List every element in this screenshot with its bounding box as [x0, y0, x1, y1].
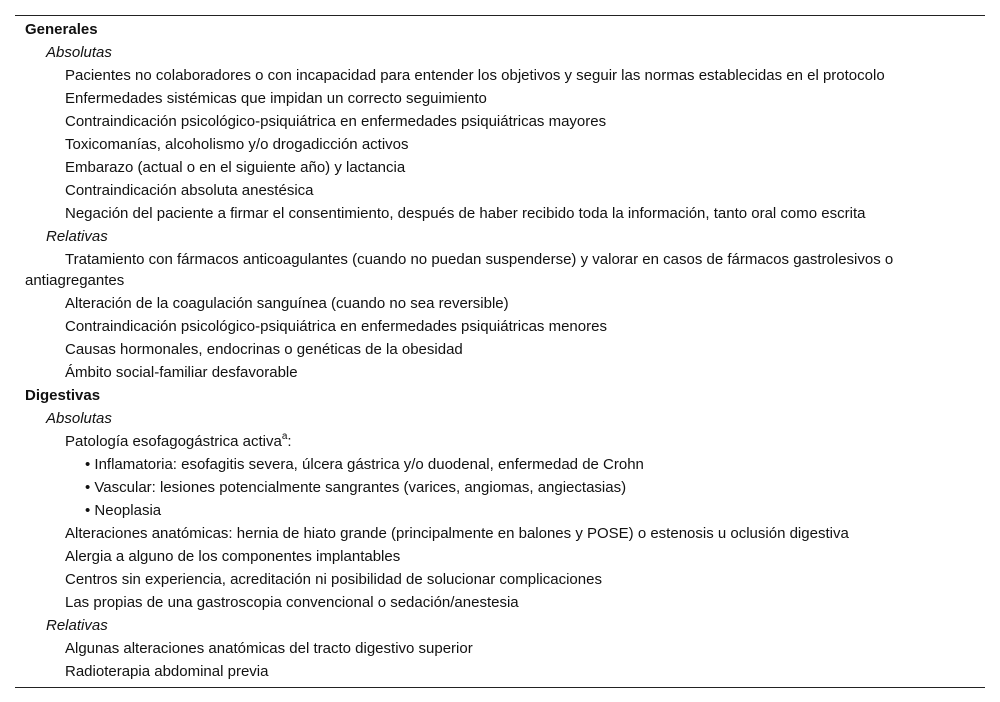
bullet-item: • Inflamatoria: esofagitis severa, úlcera gástrica y/o duodenal, enfermedad de Crohn [85, 456, 644, 473]
pathology-text: Patología esofagogástrica activa [65, 433, 282, 450]
list-item: Pacientes no colaboradores o con incapacidad para entender los objetivos y seguir las normas establecidas en el protocolo [65, 67, 885, 84]
list-item: Tratamiento con fármacos anticoagulantes (cuando no puedan suspenderse) y valorar en casos de fármacos gastrolesivos o antiagregantes [25, 251, 894, 289]
list-item: Causas hormonales, endocrinas o genéticas de la obesidad [65, 341, 463, 358]
footnote-marker: a [281, 431, 288, 442]
list-item: Embarazo (actual o en el siguiente año) y lactancia [65, 159, 406, 176]
list-item: Contraindicación psicológico-psiquiátrica en enfermedades psiquiátricas mayores [65, 113, 607, 130]
bottom-rule [15, 687, 985, 688]
contraindications-table [15, 15, 985, 688]
bullet-item: • Vascular: lesiones potencialmente sangrantes (varices, angiomas, angiectasias) [85, 479, 627, 496]
pathology-item [15, 430, 985, 453]
list-item: Contraindicación psicológico-psiquiátrica en enfermedades psiquiátricas menores [65, 318, 607, 335]
list-item: Alteración de la coagulación sanguínea (cuando no sea reversible) [65, 295, 509, 312]
list-item: Las propias de una gastroscopia convencional o sedación/anestesia [65, 594, 519, 611]
subsection-label-digestivas-absolutas: Absolutas [46, 410, 112, 427]
list-item: Enfermedades sistémicas que impidan un correcto seguimiento [65, 90, 487, 107]
pathology-suffix: : [287, 433, 292, 450]
list-item: Radioterapia abdominal previa [65, 663, 269, 680]
list-item: Ámbito social-familiar desfavorable [65, 364, 298, 381]
section-title-digestivas: Digestivas [25, 387, 101, 404]
list-item: Contraindicación absoluta anestésica [65, 182, 314, 199]
list-item: Algunas alteraciones anatómicas del tracto digestivo superior [65, 640, 473, 657]
table-body [15, 16, 985, 687]
list-item: Centros sin experiencia, acreditación ni posibilidad de solucionar complicaciones [65, 571, 602, 588]
list-item: Alteraciones anatómicas: hernia de hiato grande (principalmente en balones y POSE) o estenosis u oclusión digestiva [65, 525, 849, 542]
subsection-label-digestivas-relativas: Relativas [46, 617, 108, 634]
section-title-generales: Generales [25, 21, 98, 38]
list-item: Alergia a alguno de los componentes implantables [65, 548, 401, 565]
subsection-label-generales-relativas: Relativas [46, 228, 108, 245]
list-item: Negación del paciente a firmar el consentimiento, después de haber recibido toda la información, tanto oral como escrita [65, 205, 866, 222]
list-item: Toxicomanías, alcoholismo y/o drogadicción activos [65, 136, 409, 153]
bullet-item: • Neoplasia [85, 502, 162, 519]
subsection-label-generales-absolutas: Absolutas [46, 44, 112, 61]
